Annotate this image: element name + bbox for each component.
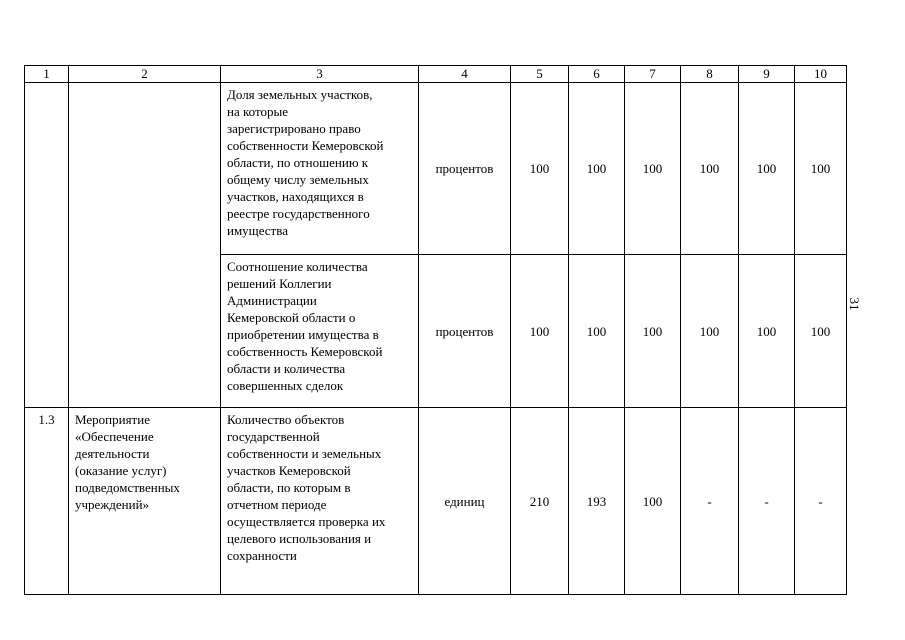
activity-cell [69,408,221,595]
indicator-cell [221,408,419,595]
value-cell: 100 [739,83,795,255]
value-cell: 100 [625,83,681,255]
value-cell: 100 [739,255,795,408]
header-cell-6: 6 [569,66,625,83]
header-cell-8: 8 [681,66,739,83]
indicator-cell [221,255,419,408]
indicators-table [24,65,847,595]
value-cell: 193 [569,408,625,595]
header-cell-1: 1 [25,66,69,83]
value-cell: 100 [569,255,625,408]
header-cell-10: 10 [795,66,847,83]
table-header-row [25,66,847,83]
value-cell: 100 [681,83,739,255]
value-cell: 100 [569,83,625,255]
page-number: 31 [847,297,862,311]
code-cell: 1.3 [25,408,69,595]
value-cell: 210 [511,408,569,595]
indicator-text: Доля земельных участков, на которые зарегистрировано право собственности Кемеровской области, по отношению к общему числу земельных участков, находящихся в реестре государственного имущества [227,87,384,238]
header-cell-7: 7 [625,66,681,83]
value-cell: - [739,408,795,595]
unit-cell: единиц [419,408,511,595]
value-cell: 100 [795,255,847,408]
table-row [25,408,847,595]
indicator-text: Соотношение количества решений Коллегии Администрации Кемеровской области о приобретении имущества в собственность Кемеровской области и количества совершенных сделок [227,259,383,393]
activity-text: Мероприятие «Обеспечение деятельности (оказание услуг) подведомственных учреждений» [75,412,180,512]
indicator-cell [221,83,419,255]
indicator-text: Количество объектов государственной собственности и земельных участков Кемеровской области, по которым в отчетном периоде осуществляется проверка их целевого использования и сохранности [227,412,386,563]
value-cell: - [795,408,847,595]
value-cell: 100 [625,255,681,408]
value-cell: 100 [681,255,739,408]
unit-cell: процентов [419,255,511,408]
activity-cell-merged [69,83,221,408]
value-cell: 100 [795,83,847,255]
value-cell: 100 [511,255,569,408]
value-cell: 100 [625,408,681,595]
value-cell: - [681,408,739,595]
value-cell: 100 [511,83,569,255]
table-row [25,83,847,255]
unit-cell: процентов [419,83,511,255]
header-cell-2: 2 [69,66,221,83]
header-cell-5: 5 [511,66,569,83]
code-cell-merged [25,83,69,408]
header-cell-3: 3 [221,66,419,83]
header-cell-9: 9 [739,66,795,83]
header-cell-4: 4 [419,66,511,83]
